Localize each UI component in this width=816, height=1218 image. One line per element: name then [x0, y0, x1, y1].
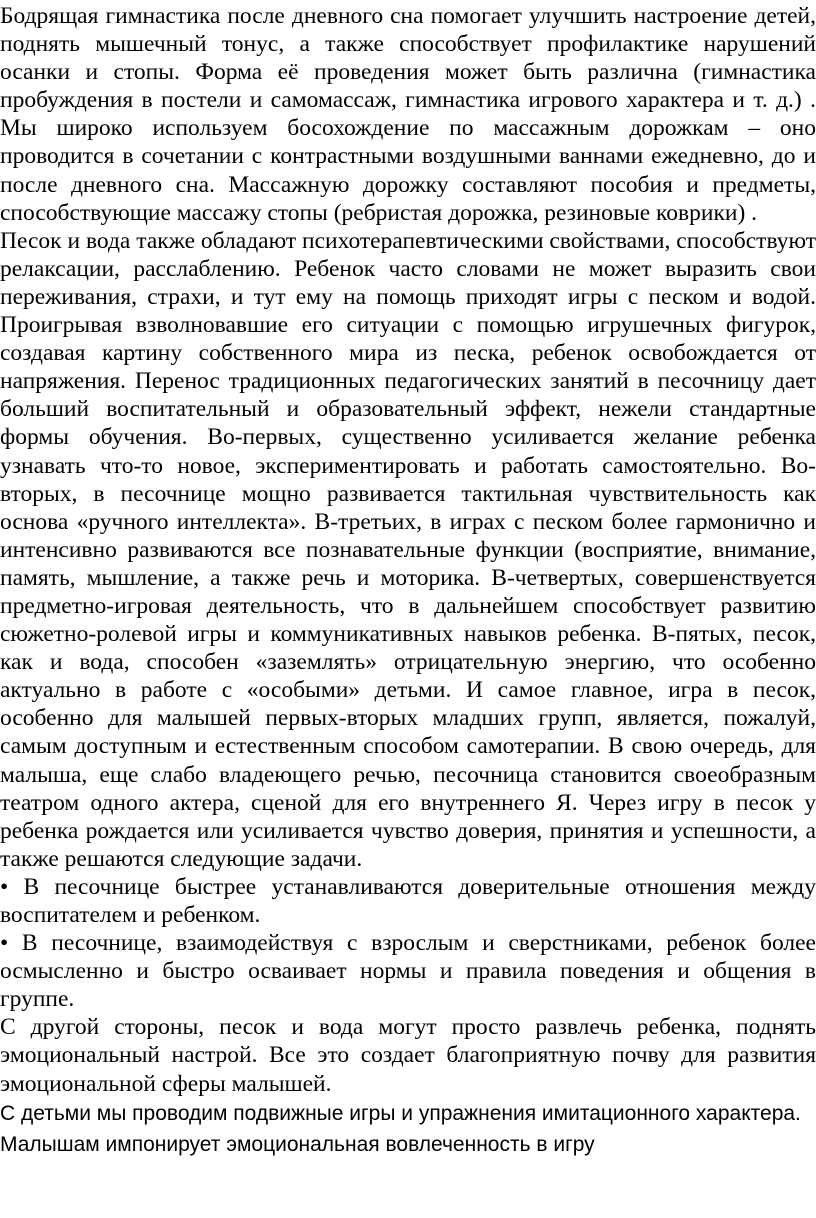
- bullet-trust: • В песочнице быстрее устанавливаются доверительные отношения между воспитателем и ребенком.: [0, 873, 816, 928]
- paragraph-gymnastics: Бодрящая гимнастика после дневного сна помогает улучшить настроение детей, поднять мышечный тонус, а также способствует профилактике нарушений осанки и стопы. Форма её проведения может быть различна (гимнастика пробуждения в постели и самомассаж, гимнастика игрового характера и т. д.) . Мы широко используем босохождение по массажным дорожкам – оно проводится в сочетании с контрастными воздушными ваннами ежедневно, до и после дневного сна. Массажную дорожку составляют пособия и предметы, способствующие массажу стопы (ребристая дорожка, резиновые коврики) .: [0, 3, 816, 226]
- paragraph-entertain: С другой стороны, песок и вода могут просто развлечь ребенка, поднять эмоциональный настрой. Все это создает благоприятную почву для развития эмоциональной сферы малышей.: [0, 1014, 816, 1097]
- paragraph-sand-water: Песок и вода также обладают психотерапевтическими свойствами, способствуют релаксации, расслаблению. Ребенок часто словами не может выразить свои переживания, страхи, и тут ему на помощь приходят игры с песком и водой. Проигрывая взволновавшие его ситуации с помощью игрушечных фигурок, создавая картину собственного мира из песка, ребенок освобождается от напряжения. Перенос традиционных педагогических занятий в песочницу дает больший воспитательный и образовательный эффект, нежели стандартные формы обучения. Во-первых, существенно усиливается желание ребенка узнавать что-то новое, экспериментировать и работать самостоятельно. Во-вторых, в песочнице мощно развивается тактильная чувствительность как основа «ручного интеллекта». В-третьих, в играх с песком более гармонично и интенсивно развиваются все познавательные функции (восприятие, внимание, память, мышление, а также речь и моторика. В-четвертых, совершенствуется предметно-игровая деятельность, что в дальнейшем способствует развитию сюжетно-ролевой игры и коммуникативных навыков ребенка. В-пятых, песок, как и вода, способен «заземлять» отрицательную энергию, что особенно актуально в работе с «особыми» детьми. И самое главное, игра в песок, особенно для малышей первых-вторых младших групп, является, пожалуй, самым доступным и естественным способом самотерапии. В свою очередь, для малыша, еще слабо владеющего речью, песочница становится своеобразным театром одного актера, сценой для его внутреннего Я. Через игру в песок у ребенка рождается или усиливается чувство доверия, принятия и успешности, а также решаются следующие задачи.: [0, 227, 816, 872]
- bullet-norms: • В песочнице, взаимодействуя с взрослым и сверстниками, ребенок более осмысленно и быстро осваивает нормы и правила поведения и общения в группе.: [0, 930, 816, 1013]
- paragraph-active-games: С детьми мы проводим подвижные игры и упражнения имитационного характера. Малышам импонирует эмоциональная вовлеченность в игру: [0, 1101, 801, 1156]
